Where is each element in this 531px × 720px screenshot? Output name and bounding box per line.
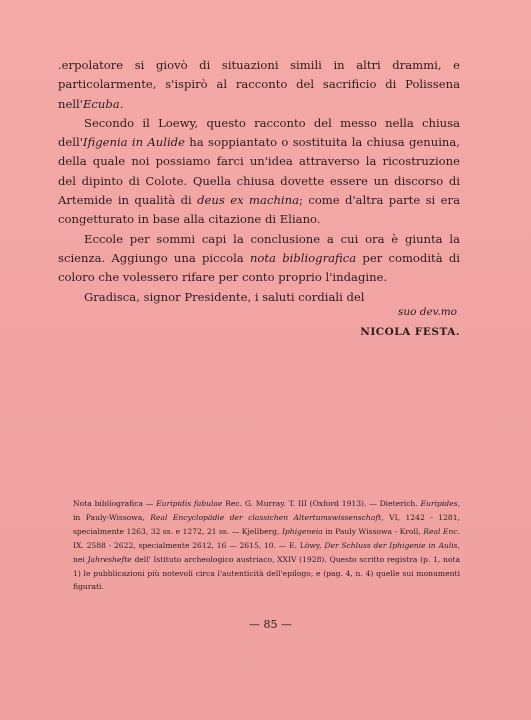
- signature-greeting: suo dev.mo: [397, 306, 457, 318]
- text-span: in Pauly Wissowa - Kroll,: [322, 526, 424, 536]
- italic-nota-bibliografica: nota bibliografica: [249, 250, 357, 265]
- italic-title-ecuba: Ecuba.: [82, 96, 124, 111]
- italic-span: Real Enc.: [423, 526, 460, 536]
- italic-span: Jahreshefte: [87, 554, 132, 564]
- text-span: , nei: [73, 540, 460, 564]
- paragraph-3: [58, 230, 460, 288]
- text-span: .erpolatore si giovò di situazioni simili in altri drammi, e particolarmente, s'ispirò al racconto del sacrificio di Polissena nell': [58, 58, 460, 111]
- text-span: dell' Istituto archeologico austriaco, XXIV (1928). Questo scritto registra (p. 1, nota 1) le pubblicazioni più notevoli circa l'autenticità dell'epilogo, e (pag. 4, n. 4) quelle sui monumenti figurati.: [73, 554, 460, 592]
- paragraph-2: [58, 114, 460, 230]
- text-span: ha soppiantato o sostituita la chiusa genuina, della quale noi possiamo farci un'idea attraverso la ricostruzione del dipinto di Colote. Quella chiusa dovette essere un discorso di Artemide in qualità di: [58, 135, 460, 208]
- text-span: IX. 2588 - 2622, specialmente 2612, 16 — 2615, 10. — E. Löwy,: [73, 540, 325, 550]
- text-span: Nota bibliografica —: [73, 499, 157, 508]
- italic-deus-ex-machina: deus ex machina: [197, 193, 300, 208]
- text-span: , in Pauly-Wissowa,: [73, 499, 460, 522]
- paragraph-4: Gradisca, signor Presidente, i saluti cordiali del: [84, 289, 365, 304]
- text-span: per comodità di coloro che volessero rifare per conto proprio l'indagine.: [58, 250, 460, 285]
- signature-name: NICOLA FESTA.: [360, 326, 460, 338]
- text-span: ; come d'altra parte si era congetturato in base alla citazione di Eliano.: [58, 193, 460, 227]
- page-number: — 85 —: [249, 618, 292, 631]
- text-span: Eccole per sommi capi la conclusione a cui ora è giunta la scienza. Aggiungo una piccola: [58, 231, 460, 265]
- italic-span: Der Schluss der Iphigenie in Aulis: [324, 540, 458, 550]
- text-span: , VI, 1242 - 1281, specialmente 1263, 32 ss. e 1272, 21 ss. — Kjellberg,: [73, 512, 460, 536]
- italic-span: Euripidis fabulae: [156, 499, 223, 508]
- letter-body: [58, 56, 460, 307]
- italic-span: Real Encyclopädie der classichen Altertumswissenschaft: [150, 512, 382, 522]
- italic-title-ifigenia: Ifigenia in Aulide: [82, 135, 185, 150]
- text-span: Rec. G. Murray. T. III (Oxford 1913). — Dieterich.: [222, 499, 421, 508]
- italic-span: Iphigeneia: [281, 526, 323, 536]
- paragraph-1: [58, 56, 460, 114]
- italic-span: Euripides: [420, 499, 458, 508]
- text-span: Secondo il Loewy, questo racconto del messo nella chiusa dell': [58, 115, 460, 150]
- bibliographic-footnote: [73, 497, 460, 594]
